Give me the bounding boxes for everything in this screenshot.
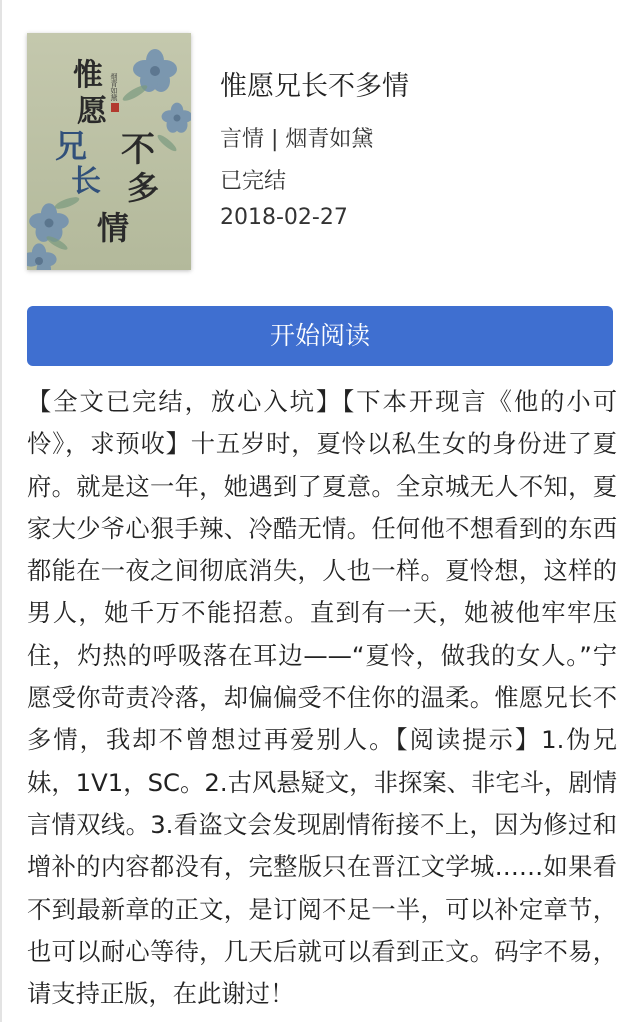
book-header <box>27 33 617 273</box>
svg-text:长: 长 <box>71 164 101 199</box>
svg-text:烟青如黛: 烟青如黛 <box>110 73 118 101</box>
page-left-border <box>0 0 2 1022</box>
book-title[interactable]: 惟愿兄长不多情 <box>220 71 409 102</box>
book-genre-author: 言情 | 烟青如黛 <box>220 127 374 152</box>
svg-text:兄: 兄 <box>55 127 88 165</box>
book-date: 2018-02-27 <box>220 205 348 230</box>
book-cover-image <box>27 33 191 270</box>
book-status: 已完结 <box>220 169 287 194</box>
start-reading-button[interactable]: 开始阅读 <box>27 306 613 366</box>
cover-author-stamp <box>110 72 119 112</box>
book-description: 【全文已完结，放心入坑】【下本开现言《他的小可怜》，求预收】十五岁时，夏怜以私生女的身份进了夏府。就是这一年，她遇到了夏意。全京城无人不知，夏家大少爷心狠手辣、冷酷无情。任何他不想看到的东西都能在一夜之间彻底消失，人也一样。夏怜想，这样的男人，她千万不能招惹。直到有一天，她被他牢牢压住，灼热的呼吸落在耳边——“夏怜，做我的女人。”宁愿受你苛责冷落，却偏偏受不住你的温柔。惟愿兄长不多情，我却不曾想过再爱别人。【阅读提示】1.伪兄妹，1V1，SC。2.古风悬疑文，非探案、非宅斗，剧情言情双线。3.看盗文会发现剧情衔接不上，因为修过和增补的内容都没有，完整版只在晋江文学城……如果看不到最新章的正文，是订阅不足一半，可以补定章节，也可以耐心等待，几天后就可以看到正文。码字不易，请支持正版，在此谢过！ <box>27 387 617 1009</box>
book-cover[interactable] <box>27 33 191 270</box>
svg-text:愿: 愿 <box>77 94 107 129</box>
svg-text:多: 多 <box>127 169 160 207</box>
svg-text:不: 不 <box>121 130 155 170</box>
svg-text:惟: 惟 <box>73 58 103 93</box>
svg-text:情: 情 <box>97 209 130 247</box>
